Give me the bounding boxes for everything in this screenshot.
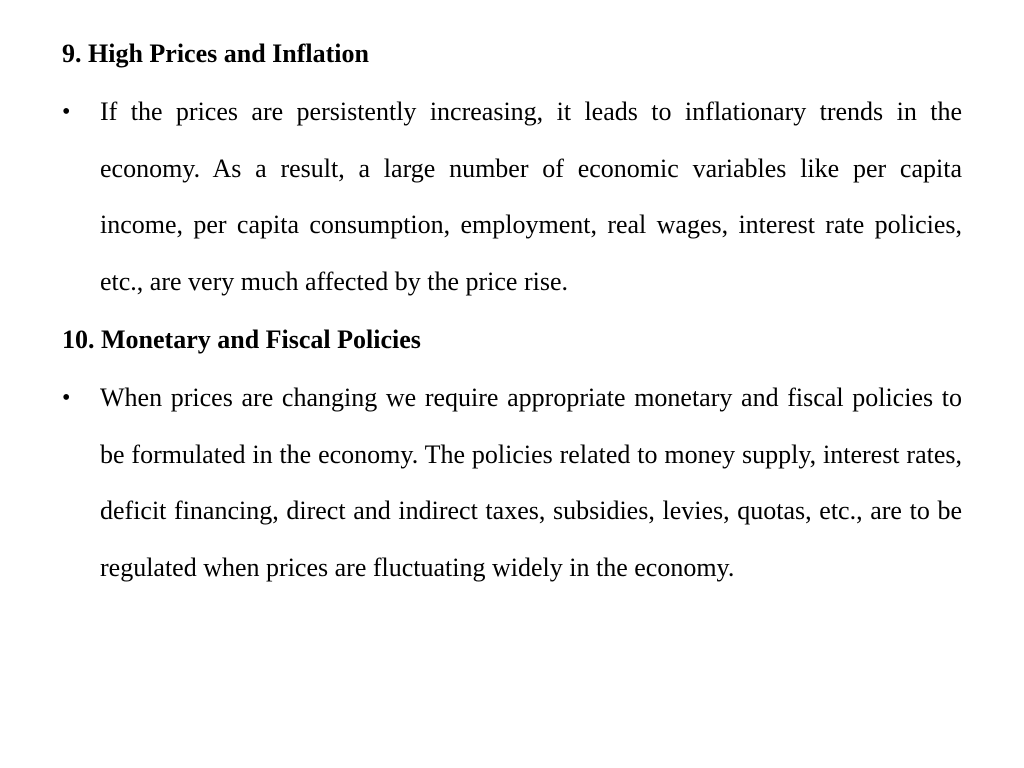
bullet-item-inflation	[62, 84, 962, 310]
section-heading-policies: 10. Monetary and Fiscal Policies	[62, 325, 421, 354]
bullet-icon: •	[62, 385, 71, 411]
bullet-item-policies	[62, 370, 962, 596]
bullet-icon: •	[62, 99, 71, 125]
bullet-text-inflation: If the prices are persistently increasing, it leads to inflationary trends in the economy. As a result, a large number of economic variables like per capita income, per capita consumption, employment, real wages, interest rate policies, etc., are very much affected by the price rise.	[100, 97, 962, 296]
section-heading-inflation: 9. High Prices and Inflation	[62, 39, 369, 68]
bullet-text-policies: When prices are changing we require appropriate monetary and fiscal policies to be formulated in the economy. The policies related to money supply, interest rates, deficit financing, direct and indirect taxes, subsidies, levies, quotas, etc., are to be regulated when prices are fluctuating widely in the economy.	[100, 383, 962, 582]
